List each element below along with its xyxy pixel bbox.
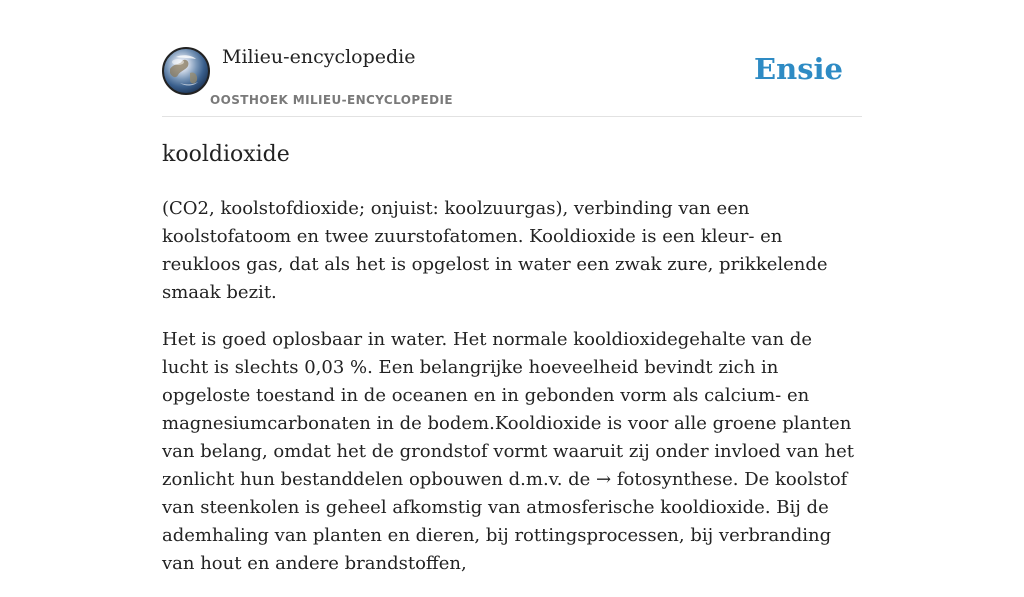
article-body <box>162 138 862 597</box>
article-paragraph-1: (CO2, koolstofdioxide; onjuist: koolzuurgas), verbinding van een koolstofatoom en twee zuurstofatomen. Kooldioxide is een kleur- en reukloos gas, dat als het is opgelost in water een zwak zure, prikkelende smaak bezit. <box>162 198 828 303</box>
article-title: kooldioxide <box>162 142 290 167</box>
article-paragraph-2: Het is goed oplosbaar in water. Het normale kooldioxidegehalte van de lucht is slechts 0,03 %. Een belangrijke hoeveelheid bevindt zich in opgeloste toestand in de oceanen en in gebonden vorm als calcium- en magnesiumcarbonaten in de bodem.Kooldioxide is voor alle groene planten van belang, omdat het de grondstof vormt waaruit zij onder invloed van het zonlicht hun bestanddelen opbouwen d.m.v. de → fotosynthese. De koolstof van steenkolen is geheel afkomstig van atmosferische kooldioxide. Bij de ademhaling van planten en dieren, bij rottingsprocessen, bij verbranding van hout en andere brandstoffen, <box>162 329 855 574</box>
earth-globe-graphic <box>164 49 208 93</box>
ensie-logo-link[interactable]: Ensie <box>754 52 843 86</box>
site-subtitle-link[interactable]: OOSTHOEK MILIEU-ENCYCLOPEDIE <box>210 93 453 107</box>
site-header <box>162 0 862 117</box>
site-title-link[interactable]: Milieu-encyclopedie <box>222 46 416 68</box>
earth-globe-icon[interactable] <box>162 47 210 95</box>
